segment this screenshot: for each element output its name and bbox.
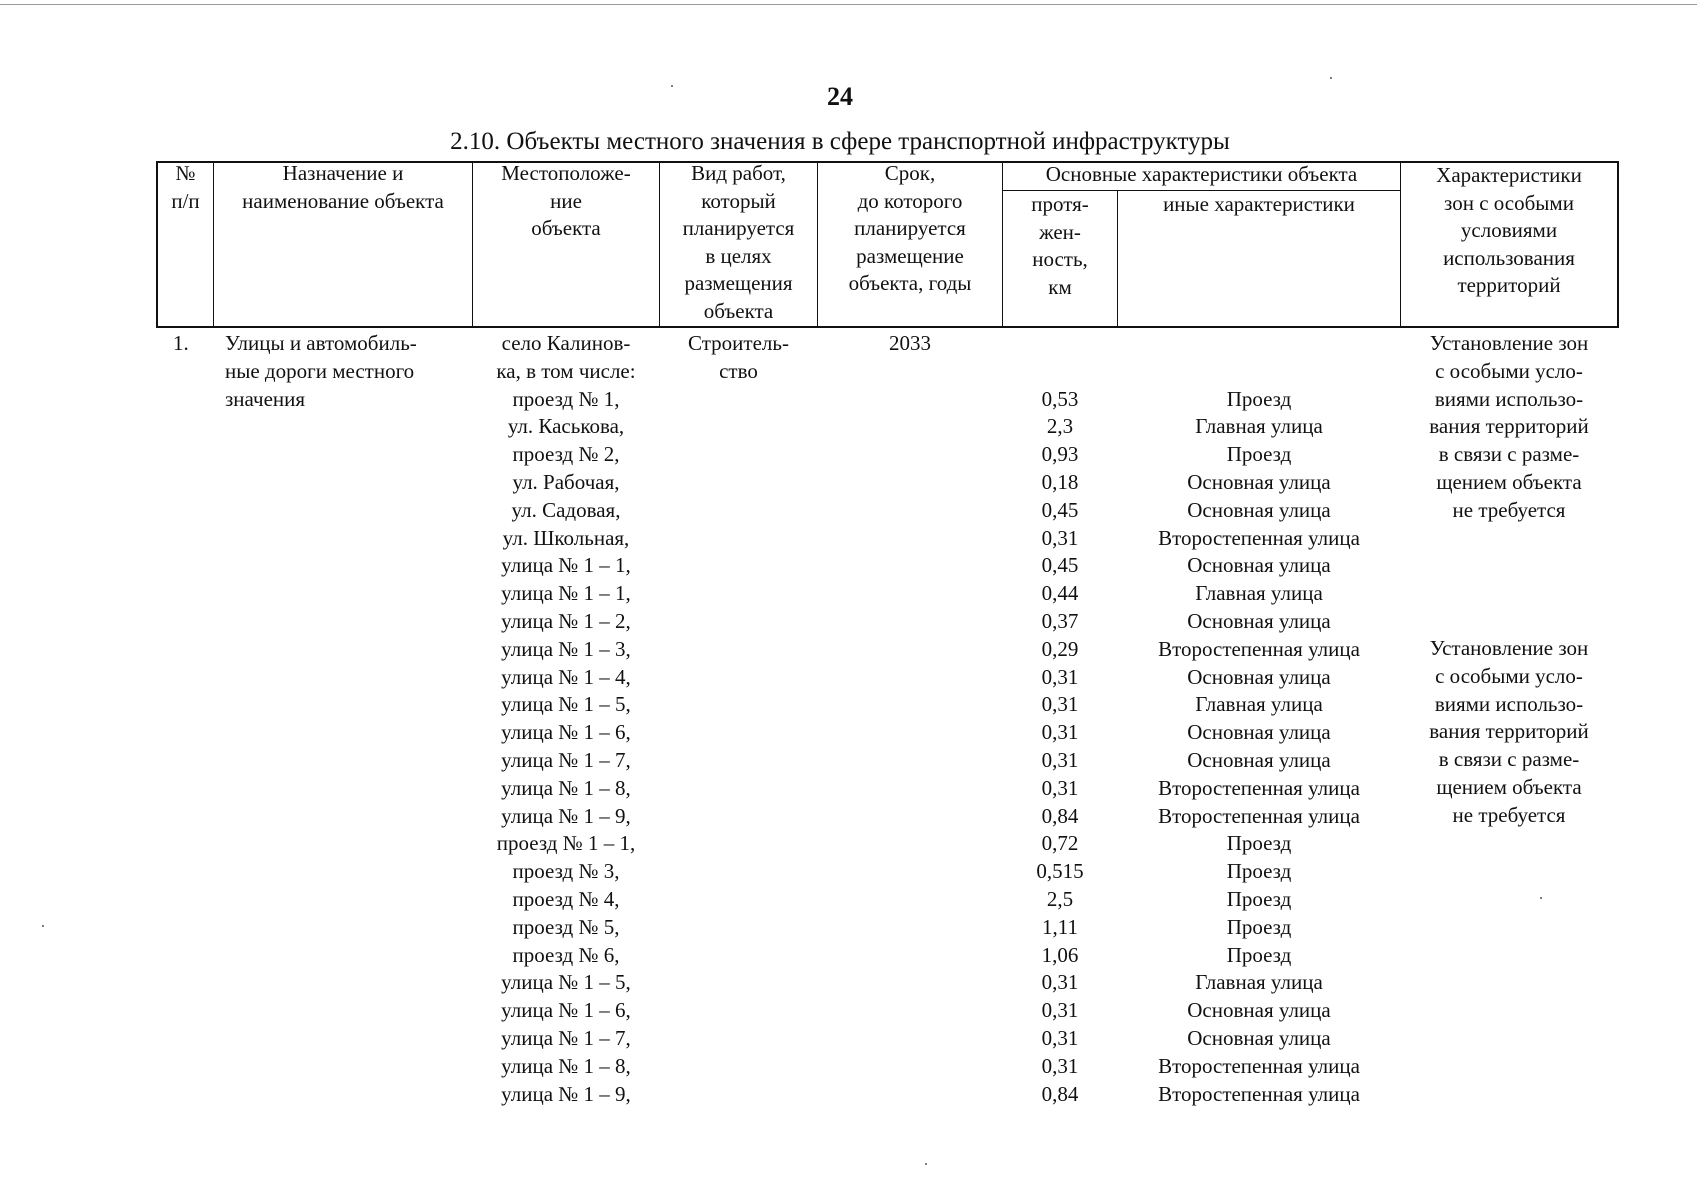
zone-note-line: Установление зон [1429, 331, 1589, 355]
other-characteristic [1118, 358, 1400, 386]
other-characteristic: Второстепенная улица [1158, 525, 1360, 550]
name-line: Улицы и автомобиль- [225, 331, 417, 355]
other-characteristic: Основная улица [1187, 664, 1331, 689]
header-length: протя- жен- ность, км [1031, 192, 1089, 299]
other-characteristic: Основная улица [1187, 720, 1331, 745]
length-value [1003, 330, 1117, 358]
location-line: улица № 1 – 6, [501, 720, 631, 745]
other-characteristic: Основная улица [1187, 998, 1331, 1023]
zone-note-line: в связи с разме- [1438, 747, 1580, 772]
other-characteristic: Второстепенная улица [1158, 1081, 1360, 1106]
location-line: ул. Садовая, [511, 497, 621, 522]
location-line: ул. Школьная, [502, 525, 630, 550]
scan-speck [1330, 77, 1332, 79]
length-value: 0,31 [1041, 525, 1079, 550]
location-line: проезд № 5, [512, 914, 620, 939]
header-zones: Характеристики зон с особыми условиями использования территорий [1436, 163, 1582, 297]
other-characteristic: Проезд [1226, 386, 1292, 411]
length-value: 0,31 [1041, 970, 1079, 995]
location-line: проезд № 4, [512, 886, 620, 911]
zone-note-line: щением объекта [1436, 469, 1582, 494]
zone-note-line: щением объекта [1436, 774, 1582, 799]
length-value: 0,31 [1041, 664, 1079, 689]
zone-note-line: вания территорий [1429, 414, 1589, 439]
other-characteristic: Проезд [1226, 442, 1292, 467]
scan-speck [925, 1163, 927, 1165]
length-value: 0,31 [1041, 1025, 1079, 1050]
zone-note-2 [1408, 635, 1610, 830]
length-value: 0,31 [1041, 775, 1079, 800]
deadline-value: 2033 [889, 331, 931, 355]
other-characteristic: Второстепенная улица [1158, 775, 1360, 800]
location-line: улица № 1 – 8, [501, 1053, 631, 1078]
location-line: ул. Каськова, [507, 414, 625, 439]
length-value: 0,31 [1041, 692, 1079, 717]
length-value: 0,31 [1041, 1053, 1079, 1078]
location-line: ка, в том числе: [496, 358, 636, 383]
length-value: 0,18 [1041, 469, 1079, 494]
other-characteristic: Главная улица [1195, 692, 1323, 717]
other-characteristic: Второстепенная улица [1158, 803, 1360, 828]
location-column [473, 330, 659, 1108]
other-characteristic: Главная улица [1195, 581, 1323, 606]
length-value: 0,29 [1041, 636, 1079, 661]
location-line: село Калинов- [501, 331, 631, 355]
row-number: 1. [173, 331, 189, 355]
other-characteristic: Проезд [1226, 831, 1292, 856]
header-main-characteristics: Основные характеристики объекта [1045, 162, 1358, 186]
zone-note-line: вания территорий [1429, 719, 1589, 744]
location-line: улица № 1 – 2, [501, 608, 631, 633]
length-value: 0,44 [1041, 581, 1079, 606]
location-line: улица № 1 – 1, [501, 581, 631, 606]
zone-note-line: виями использо- [1434, 386, 1584, 411]
scan-speck [42, 925, 44, 927]
length-value: 0,45 [1041, 553, 1079, 578]
length-value: 0,45 [1041, 497, 1079, 522]
other-characteristic: Проезд [1226, 859, 1292, 884]
other-characteristic: Проезд [1226, 914, 1292, 939]
name-line: ные дороги местного [225, 358, 415, 383]
other-characteristic: Второстепенная улица [1158, 636, 1360, 661]
other-characteristic: Основная улица [1187, 469, 1331, 494]
other-characteristic: Главная улица [1195, 414, 1323, 439]
header-deadline: Срок, до которого планируется размещение объекта, годы [848, 161, 972, 295]
other-characteristic: Проезд [1226, 942, 1292, 967]
work-type-column [660, 330, 817, 386]
length-value [1003, 358, 1117, 386]
length-value: 1,06 [1041, 942, 1079, 967]
zone-note-1 [1408, 330, 1610, 525]
location-line: проезд № 6, [512, 942, 620, 967]
location-line: улица № 1 – 4, [501, 664, 631, 689]
other-characteristic: Проезд [1226, 886, 1292, 911]
scan-edge-line [0, 4, 1697, 5]
location-line: улица № 1 – 7, [501, 1025, 631, 1050]
location-line: улица № 1 – 6, [501, 998, 631, 1023]
work-type-line: Строитель- [688, 331, 789, 355]
length-value: 0,31 [1041, 747, 1079, 772]
other-characteristic [1118, 330, 1400, 358]
header-num: № п/п [171, 161, 200, 213]
length-value: 0,31 [1041, 998, 1079, 1023]
zone-note-line: с особыми усло- [1435, 663, 1583, 688]
location-line: улица № 1 – 9, [501, 803, 631, 828]
length-value: 1,11 [1042, 914, 1078, 939]
name-line: значения [225, 386, 306, 411]
location-line: проезд № 1 – 1, [496, 831, 636, 856]
location-line: улица № 1 – 7, [501, 747, 631, 772]
work-type-line: ство [719, 358, 758, 383]
location-line: улица № 1 – 8, [501, 775, 631, 800]
length-value: 2,5 [1046, 886, 1074, 911]
length-value: 0,93 [1041, 442, 1079, 467]
length-value: 0,53 [1041, 386, 1079, 411]
length-value: 0,84 [1041, 803, 1079, 828]
page-number: 24 [827, 82, 853, 111]
header-name: Назначение и наименование объекта [242, 161, 444, 213]
length-value: 0,515 [1036, 859, 1084, 884]
deadline-column [818, 330, 1002, 358]
zone-note-line: не требуется [1452, 497, 1566, 522]
other-characteristic: Основная улица [1187, 747, 1331, 772]
location-line: улица № 1 – 9, [501, 1081, 631, 1106]
length-column [1003, 330, 1117, 1108]
section-title: 2.10. Объекты местного значения в сфере транспортной инфраструктуры [450, 128, 1230, 155]
length-value: 2,3 [1046, 414, 1074, 439]
zone-note-line: не требуется [1452, 802, 1566, 827]
zone-note-line: с особыми усло- [1435, 358, 1583, 383]
other-characteristics-column [1118, 330, 1400, 1108]
location-line: улица № 1 – 5, [501, 692, 631, 717]
location-line: улица № 1 – 3, [501, 636, 631, 661]
length-value: 0,84 [1041, 1081, 1079, 1106]
other-characteristic: Основная улица [1187, 553, 1331, 578]
other-characteristic: Основная улица [1187, 608, 1331, 633]
length-value: 0,37 [1041, 608, 1079, 633]
length-value: 0,72 [1041, 831, 1079, 856]
location-line: проезд № 3, [512, 859, 620, 884]
location-line: улица № 1 – 5, [501, 970, 631, 995]
header-other-characteristics: иные характеристики [1163, 192, 1355, 216]
header-work-type: Вид работ, который планируется в целях размещения объекта [682, 161, 795, 323]
zone-note-line: виями использо- [1434, 691, 1584, 716]
other-characteristic: Основная улица [1187, 1025, 1331, 1050]
scan-speck [671, 85, 673, 87]
zone-note-line: в связи с разме- [1438, 442, 1580, 467]
scan-speck [1540, 897, 1542, 899]
other-characteristic: Главная улица [1195, 970, 1323, 995]
name-column [225, 330, 470, 413]
row-number-column [173, 330, 213, 358]
location-line: улица № 1 – 1, [501, 553, 631, 578]
location-line: ул. Рабочая, [512, 469, 620, 494]
other-characteristic: Основная улица [1187, 497, 1331, 522]
header-location: Местоположе- ние объекта [501, 161, 631, 240]
length-value: 0,31 [1041, 720, 1079, 745]
location-line: проезд № 2, [512, 442, 620, 467]
other-characteristic: Второстепенная улица [1158, 1053, 1360, 1078]
location-line: проезд № 1, [512, 386, 620, 411]
zone-note-line: Установление зон [1429, 636, 1589, 660]
